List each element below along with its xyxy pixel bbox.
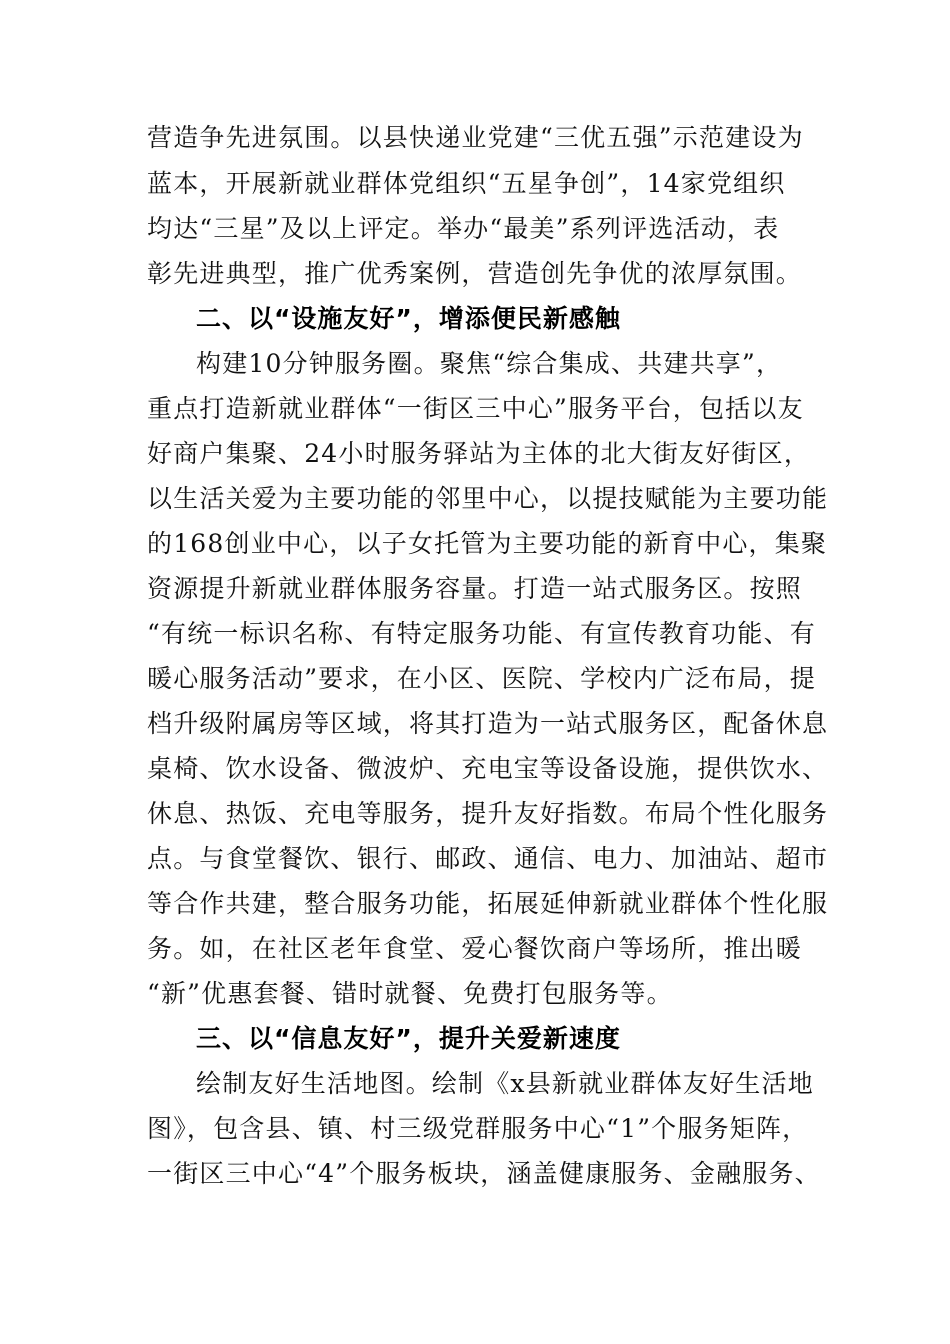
- paragraph-line: 营造争先进氛围。以县快递业党建“三优五强”示范建设为: [147, 123, 804, 152]
- paragraph-line: 点。与食堂餐饮、银行、邮政、通信、电力、加油站、超市: [147, 844, 829, 873]
- paragraph-line: 均达“三星”及以上评定。举办“最美”系列评选活动，表: [147, 214, 780, 243]
- paragraph-line: 构建10分钟服务圈。聚焦“综合集成、共建共享”，: [196, 349, 783, 378]
- paragraph-line: 重点打造新就业群体“一街区三中心”服务平台，包括以友: [147, 394, 804, 423]
- paragraph-line: 资源提升新就业群体服务容量。打造一站式服务区。按照: [147, 574, 803, 603]
- paragraph-line: 绘制友好生活地图。绘制《x县新就业群体友好生活地: [196, 1069, 814, 1098]
- paragraph-line: 务。如，在社区老年食堂、爱心餐饮商户等场所，推出暖: [147, 934, 803, 963]
- paragraph-line: 休息、热饭、充电等服务，提升友好指数。布局个性化服务: [147, 799, 829, 828]
- paragraph-line: 档升级附属房等区域，将其打造为一站式服务区，配备休息: [147, 709, 829, 738]
- paragraph-line: 好商户集聚、24小时服务驿站为主体的北大街友好街区，: [147, 439, 811, 468]
- paragraph-line: 等合作共建，整合服务功能，拓展延伸新就业群体个性化服: [147, 889, 829, 918]
- paragraph-line: 图》，包含县、镇、村三级党群服务中心“1”个服务矩阵，: [147, 1114, 809, 1143]
- paragraph-line: 以生活关爱为主要功能的邻里中心，以提技赋能为主要功能: [147, 484, 829, 513]
- paragraph-line: “新”优惠套餐、错时就餐、免费打包服务等。: [147, 979, 673, 1008]
- section-heading-3: 三、以“信息友好”，提升关爱新速度: [196, 1024, 621, 1053]
- section-heading-2: 二、以“设施友好”，增添便民新感触: [196, 304, 621, 333]
- paragraph-line: 蓝本，开展新就业群体党组织“五星争创”，14家党组织: [147, 169, 786, 198]
- paragraph-line: “有统一标识名称、有特定服务功能、有宣传教育功能、有: [147, 619, 816, 648]
- paragraph-line: 暖心服务活动”要求，在小区、医院、学校内广泛布局，提: [147, 664, 816, 693]
- paragraph-line: 彰先进典型，推广优秀案例，营造创先争优的浓厚氛围。: [147, 259, 803, 288]
- paragraph-line: 桌椅、饮水设备、微波炉、充电宝等设备设施，提供饮水、: [147, 754, 829, 783]
- paragraph-line: 的168创业中心，以子女托管为主要功能的新育中心，集聚: [147, 529, 828, 558]
- paragraph-line: 一街区三中心“4”个服务板块，涵盖健康服务、金融服务、: [147, 1159, 821, 1188]
